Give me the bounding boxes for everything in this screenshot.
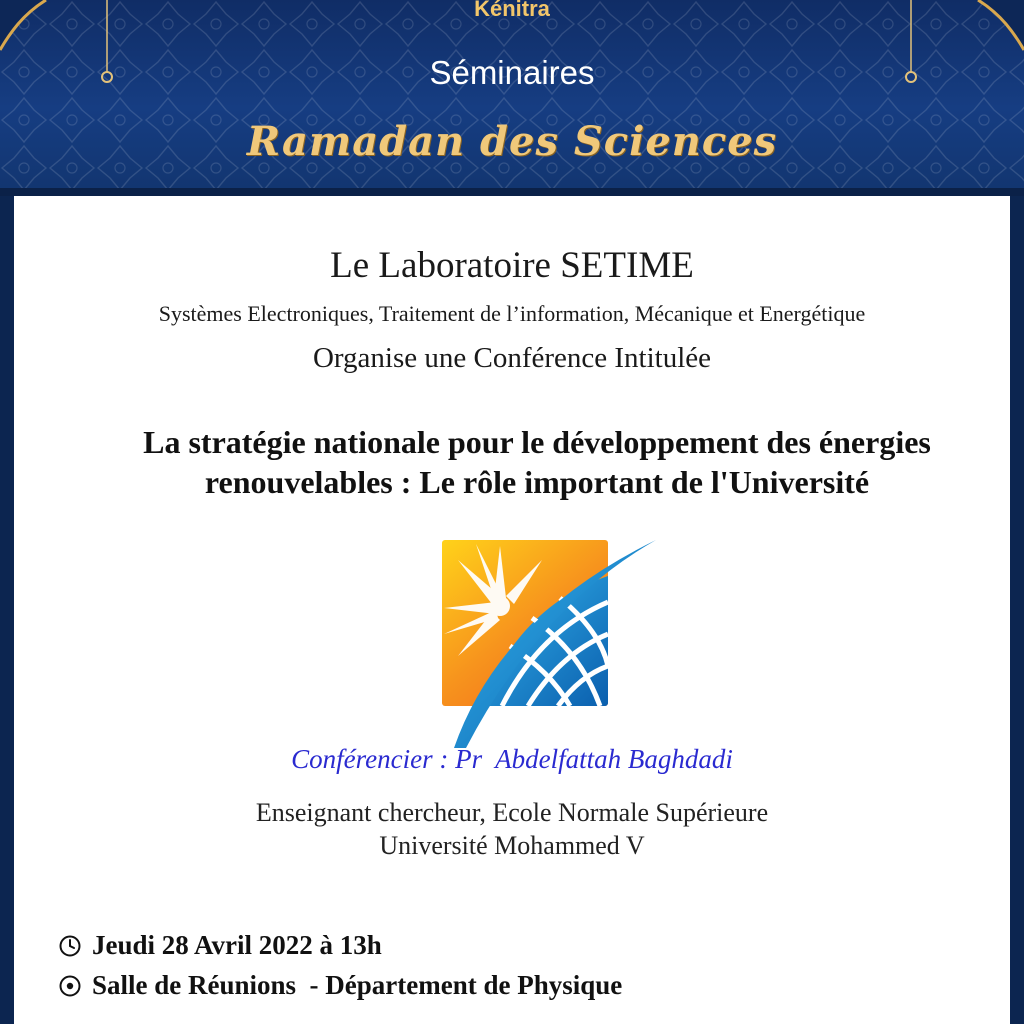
event-date-text: Jeudi 28 Avril 2022 à 13h <box>92 930 382 960</box>
event-place <box>58 970 622 1001</box>
event-date <box>58 930 382 961</box>
banner-bottom-band <box>0 188 1024 196</box>
city-label: Kénitra <box>474 0 550 21</box>
speaker-affiliation-2: Université Mohammed V <box>379 831 645 860</box>
organise-line: Organise une Conférence Intitulée <box>312 342 712 374</box>
lab-name: Le Laboratoire SETIME <box>330 245 694 286</box>
event-place-text: Salle de Réunions - Département de Physique <box>92 970 623 1000</box>
location-icon <box>58 974 82 998</box>
series-label: Séminaires <box>429 54 595 91</box>
lab-logo <box>440 536 670 751</box>
speaker-line: Conférencier : Pr Abdelfattah Baghdadi <box>291 744 733 774</box>
lab-description: Systèmes Electroniques, Traitement de l’information, Mécanique et Energétique <box>158 301 866 326</box>
event-title: Ramadan des Sciences <box>246 118 778 165</box>
conference-title: La stratégie nationale pour le développement des énergies renouvelables : Le rôle important de l'Université <box>143 424 931 500</box>
speaker-affiliation-1: Enseignant chercheur, Ecole Normale Supérieure <box>255 798 769 827</box>
clock-icon <box>58 934 82 958</box>
header-banner <box>0 0 1024 196</box>
